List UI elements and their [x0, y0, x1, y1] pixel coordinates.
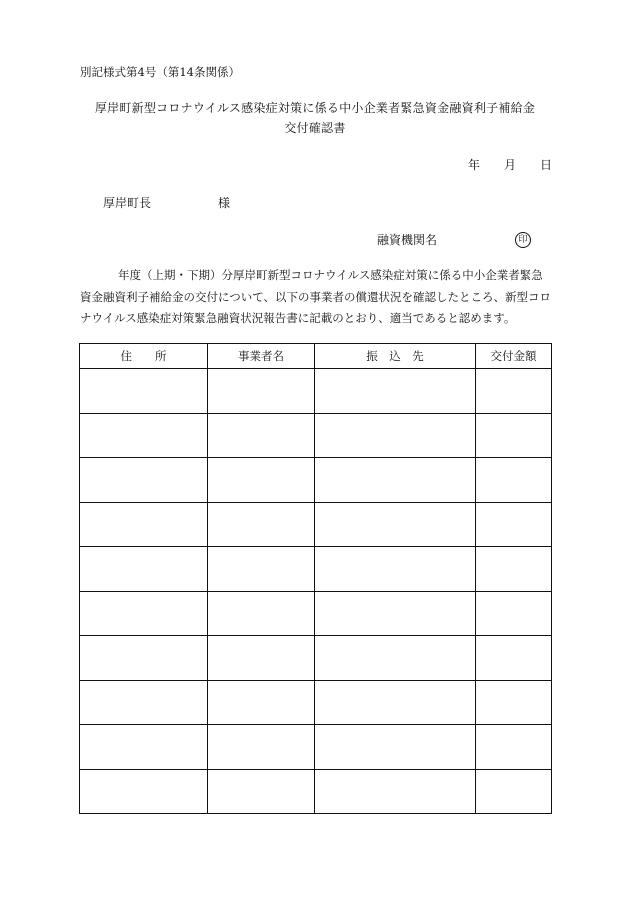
- table-cell-address: [80, 636, 208, 681]
- table-cell-grant-amount: [476, 636, 552, 681]
- table-cell-address: [80, 680, 208, 725]
- table-cell-transfer-account: [315, 591, 476, 636]
- document-title-line-1: 厚岸町新型コロナウイルス感染症対策に係る中小企業者緊急資金融資利子補給金: [94, 101, 536, 115]
- table-row: [80, 458, 552, 503]
- table-row: [80, 769, 552, 814]
- seal-stamp-icon: 印: [515, 232, 531, 248]
- table-cell-transfer-account: [315, 502, 476, 547]
- table-cell-transfer-account: [315, 413, 476, 458]
- table-row: [80, 725, 552, 770]
- body-text-line-1: 年度（上期・下期）分厚岸町新型コロナウイルス感染症対策に係る中小企業者緊急: [118, 268, 543, 282]
- column-header-business-name: 事業者名: [208, 344, 315, 369]
- table-header: [80, 344, 552, 369]
- table-cell-transfer-account: [315, 769, 476, 814]
- addressee-name: 厚岸町長: [103, 196, 152, 210]
- table-cell-business-name: [208, 591, 315, 636]
- table-cell-grant-amount: [476, 502, 552, 547]
- table-cell-address: [80, 547, 208, 592]
- table-row: [80, 502, 552, 547]
- table-cell-business-name: [208, 547, 315, 592]
- table-cell-grant-amount: [476, 458, 552, 503]
- table-cell-address: [80, 413, 208, 458]
- table-cell-address: [80, 458, 208, 503]
- table-body: [80, 369, 552, 814]
- table-cell-grant-amount: [476, 591, 552, 636]
- table-cell-address: [80, 591, 208, 636]
- table-cell-transfer-account: [315, 680, 476, 725]
- table-cell-grant-amount: [476, 725, 552, 770]
- document-title-line-2: 交付確認書: [284, 121, 346, 135]
- table-cell-transfer-account: [315, 369, 476, 414]
- table-cell-business-name: [208, 680, 315, 725]
- table-cell-transfer-account: [315, 725, 476, 770]
- table-cell-grant-amount: [476, 369, 552, 414]
- table-cell-business-name: [208, 502, 315, 547]
- table-cell-business-name: [208, 369, 315, 414]
- table-row: [80, 547, 552, 592]
- table-cell-transfer-account: [315, 547, 476, 592]
- table-cell-address: [80, 369, 208, 414]
- table-cell-transfer-account: [315, 636, 476, 681]
- table-cell-business-name: [208, 413, 315, 458]
- table-cell-transfer-account: [315, 458, 476, 503]
- confirmation-table: [79, 343, 552, 814]
- table-row: [80, 636, 552, 681]
- table-row: [80, 369, 552, 414]
- table-row: [80, 591, 552, 636]
- body-text-line-2: 資金融資利子補給金の交付について、以下の事業者の償還状況を確認したところ、新型コロ: [80, 290, 552, 304]
- table-row: [80, 413, 552, 458]
- body-text-line-3: ナウイルス感染症対策緊急融資状況報告書に記載のとおり、適当であると認めます。: [80, 311, 516, 325]
- table-cell-grant-amount: [476, 769, 552, 814]
- table-cell-business-name: [208, 458, 315, 503]
- form-number: 別記様式第4号（第14条関係）: [80, 65, 240, 79]
- lender-name-label: 融資機関名: [377, 233, 438, 247]
- table-cell-business-name: [208, 636, 315, 681]
- table-cell-business-name: [208, 725, 315, 770]
- date-field: 年 月 日: [468, 158, 553, 172]
- column-header-address: 住 所: [80, 344, 208, 369]
- table-cell-address: [80, 725, 208, 770]
- table-cell-business-name: [208, 769, 315, 814]
- table-header-row: [80, 344, 552, 369]
- addressee-honorific: 様: [218, 196, 231, 210]
- column-header-grant-amount: 交付金額: [476, 344, 552, 369]
- table-row: [80, 680, 552, 725]
- column-header-transfer-account: 振 込 先: [315, 344, 476, 369]
- table-cell-address: [80, 769, 208, 814]
- table-cell-grant-amount: [476, 413, 552, 458]
- table-cell-grant-amount: [476, 547, 552, 592]
- table-cell-address: [80, 502, 208, 547]
- table-cell-grant-amount: [476, 680, 552, 725]
